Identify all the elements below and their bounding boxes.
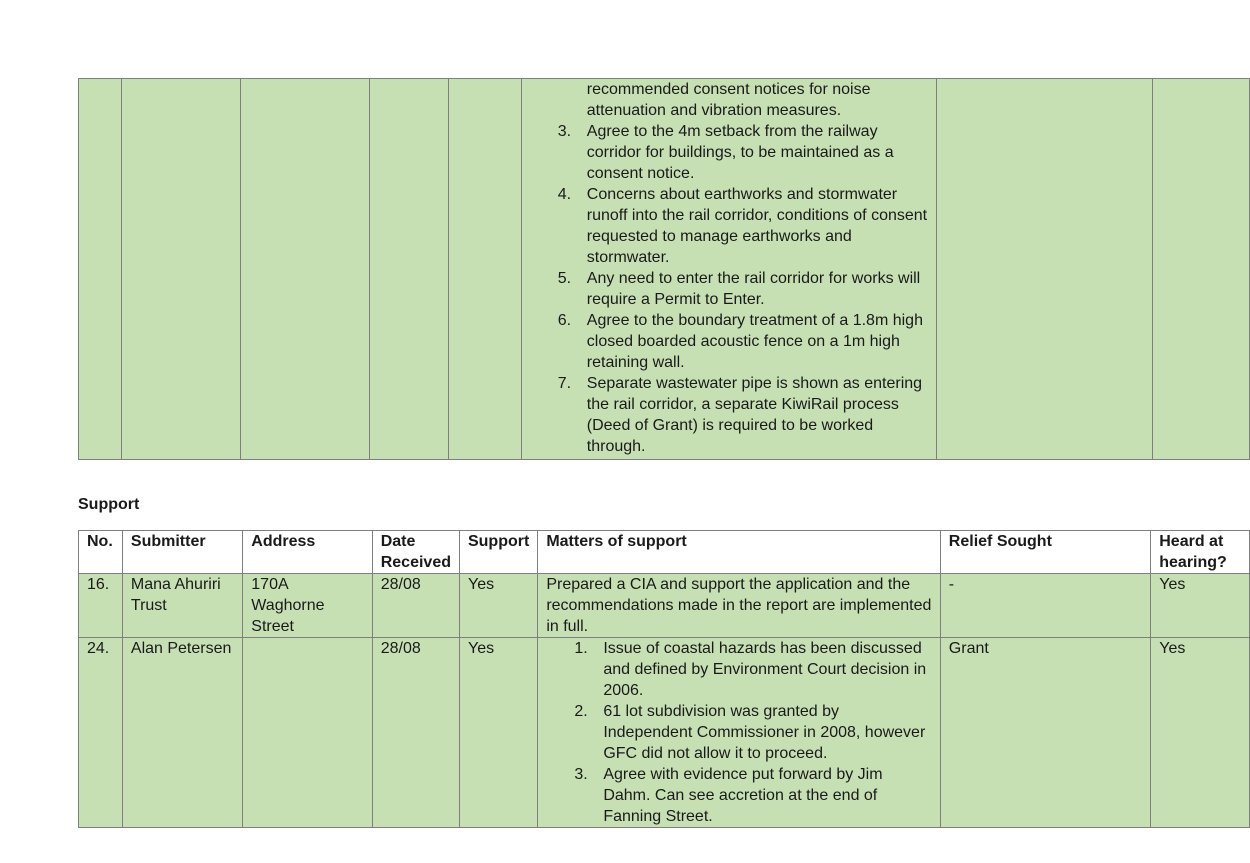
cell-address — [240, 79, 369, 460]
cell-submitter: Alan Petersen — [122, 638, 242, 828]
list-item: 6. Agree to the boundary treatment of a 1.8m high closed boarded acoustic fence on a 1m high retaining wall. — [557, 312, 923, 371]
header-support: Support — [459, 531, 537, 574]
list-continuation-text: recommended consent notices for noise attenuation and vibration measures. — [586, 81, 871, 119]
cell-relief: - — [940, 574, 1150, 638]
cell-matters — [521, 79, 936, 460]
table-row — [79, 79, 1250, 460]
list-item: 3. Agree with evidence put forward by Jim Dahm. Can see accretion at the end of Fanning Street. — [574, 766, 883, 825]
support-table — [78, 530, 1250, 828]
cell-matters — [538, 638, 940, 828]
opposition-table-continued — [78, 78, 1250, 460]
cell-matters: Prepared a CIA and support the application and the recommendations made in the report are implemented in full. — [538, 574, 940, 638]
cell-heard: Yes — [1151, 638, 1250, 828]
cell-address: 170A Waghorne Street — [243, 574, 372, 638]
table-row — [79, 638, 1250, 828]
header-address: Address — [243, 531, 372, 574]
cell-heard — [1153, 79, 1250, 460]
cell-support: Yes — [459, 574, 537, 638]
cell-date: 28/08 — [372, 638, 459, 828]
list-item: 1. Issue of coastal hazards has been discussed and defined by Environment Court decision in 2006. — [574, 640, 927, 699]
header-relief: Relief Sought — [940, 531, 1150, 574]
header-date-received: Date Received — [372, 531, 459, 574]
list-item: 3. Agree to the 4m setback from the railway corridor for buildings, to be maintained as a consent notice. — [557, 123, 894, 182]
section-heading-support: Support — [78, 496, 140, 513]
cell-heard: Yes — [1151, 574, 1250, 638]
header-no: No. — [79, 531, 123, 574]
cell-no: 24. — [79, 638, 123, 828]
matters-list — [538, 638, 939, 827]
list-item: 7. Separate wastewater pipe is shown as entering the rail corridor, a separate KiwiRail process (Deed of Grant) is required to be worked through. — [557, 375, 923, 455]
cell-address — [243, 638, 372, 828]
table-row — [79, 574, 1250, 638]
cell-date: 28/08 — [372, 574, 459, 638]
header-submitter: Submitter — [122, 531, 242, 574]
list-item: 5. Any need to enter the rail corridor for works will require a Permit to Enter. — [557, 270, 921, 308]
cell-submitter: Mana Ahuriri Trust — [122, 574, 242, 638]
list-item: 2. 61 lot subdivision was granted by Independent Commissioner in 2008, however GFC did not allow it to proceed. — [574, 703, 926, 762]
cell-relief — [937, 79, 1153, 460]
cell-no: 16. — [79, 574, 123, 638]
header-heard: Heard at hearing? — [1151, 531, 1250, 574]
cell-no — [79, 79, 122, 460]
cell-relief: Grant — [940, 638, 1150, 828]
table-header-row — [79, 531, 1250, 574]
header-matters: Matters of support — [538, 531, 940, 574]
cell-support: Yes — [459, 638, 537, 828]
cell-support — [449, 79, 522, 460]
cell-submitter — [121, 79, 240, 460]
cell-date — [369, 79, 448, 460]
matters-list — [522, 121, 936, 457]
list-item: 4. Concerns about earthworks and stormwater runoff into the rail corridor, conditions of consent requested to manage earthworks and stormwater. — [557, 186, 928, 266]
